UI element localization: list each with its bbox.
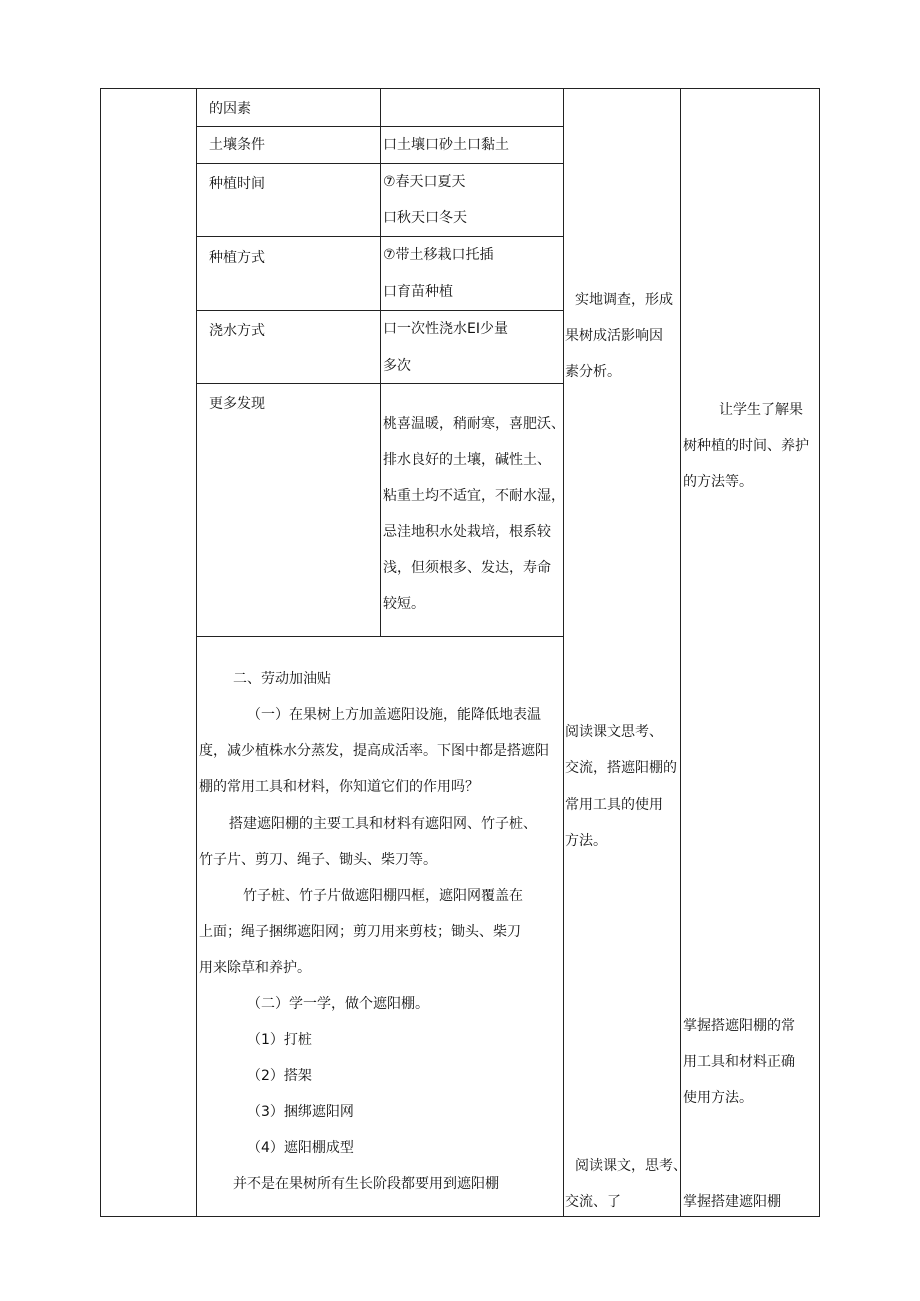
findings-line: 排水良好的土壤，碱性土、 <box>383 452 551 468</box>
watering-options-line2: 多次 <box>383 358 411 374</box>
intent-text: 用工具和材料正确 <box>683 1054 795 1070</box>
row-label-factors: 的因素 <box>209 101 251 117</box>
content-paragraph: （一）在果树上方加盖遮阳设施，能降低地表温 <box>247 707 541 723</box>
findings-line: 桃喜温暖，稍耐寒，喜肥沃、 <box>383 416 565 432</box>
intent-text: 树种植的时间、养护 <box>683 438 809 454</box>
findings-line: 较短。 <box>383 596 425 612</box>
activity-text: 常用工具的使用 <box>565 797 663 813</box>
time-options-line1: ⑦春天口夏天 <box>383 174 466 190</box>
activity-text: 方法。 <box>565 833 607 849</box>
inner-table-divider <box>380 88 381 636</box>
activity-text: 交流、了 <box>565 1194 621 1210</box>
row-label-soil: 土壤条件 <box>209 137 265 153</box>
table-col-line-2 <box>196 88 197 1217</box>
inner-row-line <box>196 126 563 127</box>
table-col-line-4 <box>680 88 681 1217</box>
section-heading: 二、劳动加油贴 <box>233 671 331 687</box>
intent-text: 的方法等。 <box>683 474 753 490</box>
content-paragraph: （二）学一学，做个遮阳棚。 <box>247 996 429 1012</box>
table-col-line-5 <box>819 88 820 1217</box>
row-label-more-findings: 更多发现 <box>209 396 265 412</box>
intent-text: 让学生了解果 <box>719 402 803 418</box>
table-top-border <box>100 88 820 89</box>
table-bottom-border <box>100 1216 820 1217</box>
watering-options-line1: 口一次性浇水EI少量 <box>383 321 508 337</box>
row-label-watering: 浇水方式 <box>209 323 265 339</box>
intent-text: 使用方法。 <box>683 1090 753 1106</box>
inner-row-line <box>196 236 563 237</box>
findings-line: 浅，但须根多、发达，寿命 <box>383 560 551 576</box>
content-paragraph: 棚的常用工具和材料，你知道它们的作用吗？ <box>199 779 479 795</box>
content-paragraph: 度，减少植株水分蒸发，提高成活率。下图中都是搭遮阳 <box>199 743 549 759</box>
activity-text: 素分析。 <box>565 364 621 380</box>
method-options-line2: 口育苗种植 <box>383 284 453 300</box>
time-options-line2: 口秋天口冬天 <box>383 210 467 226</box>
step-item: （2）搭架 <box>247 1068 312 1084</box>
content-paragraph: 用来除草和养护。 <box>199 960 311 976</box>
inner-row-line <box>196 163 563 164</box>
inner-row-line <box>196 636 563 637</box>
activity-text: 果树成活影响因 <box>565 328 663 344</box>
content-paragraph: 并不是在果树所有生长阶段都要用到遮阳棚 <box>233 1176 499 1192</box>
intent-text: 掌握搭建遮阳棚 <box>683 1194 781 1210</box>
activity-text: 交流，搭遮阳棚的 <box>565 760 677 776</box>
content-paragraph: 竹子桩、竹子片做遮阳棚四框，遮阳网覆盖在 <box>243 888 523 904</box>
soil-options: 口土壤口砂土口黏土 <box>383 137 509 153</box>
table-col-line-3 <box>563 88 564 1217</box>
findings-line: 粘重土均不适宜，不耐水湿， <box>383 488 565 504</box>
row-label-planting-method: 种植方式 <box>209 250 265 266</box>
content-paragraph: 竹子片、剪刀、绳子、锄头、柴刀等。 <box>199 852 437 868</box>
step-item: （4）遮阳棚成型 <box>247 1140 354 1156</box>
inner-row-line <box>196 383 563 384</box>
activity-text: 实地调查，形成 <box>575 292 673 308</box>
step-item: （1）打桩 <box>247 1032 312 1048</box>
content-paragraph: 上面；绳子捆绑遮阳网；剪刀用来剪枝；锄头、柴刀 <box>199 924 521 940</box>
method-options-line1: ⑦带土移栽口托插 <box>383 247 494 263</box>
intent-text: 掌握搭遮阳棚的常 <box>683 1018 795 1034</box>
activity-text: 阅读课文，思考、 <box>575 1158 687 1174</box>
table-col-line-1 <box>100 88 101 1217</box>
activity-text: 阅读课文思考、 <box>565 724 663 740</box>
findings-line: 忌洼地积水处栽培，根系较 <box>383 524 551 540</box>
content-paragraph: 搭建遮阳棚的主要工具和材料有遮阳网、竹子桩、 <box>229 816 537 832</box>
step-item: （3）捆绑遮阳网 <box>247 1104 354 1120</box>
row-label-planting-time: 种植时间 <box>209 176 265 192</box>
inner-row-line <box>196 310 563 311</box>
